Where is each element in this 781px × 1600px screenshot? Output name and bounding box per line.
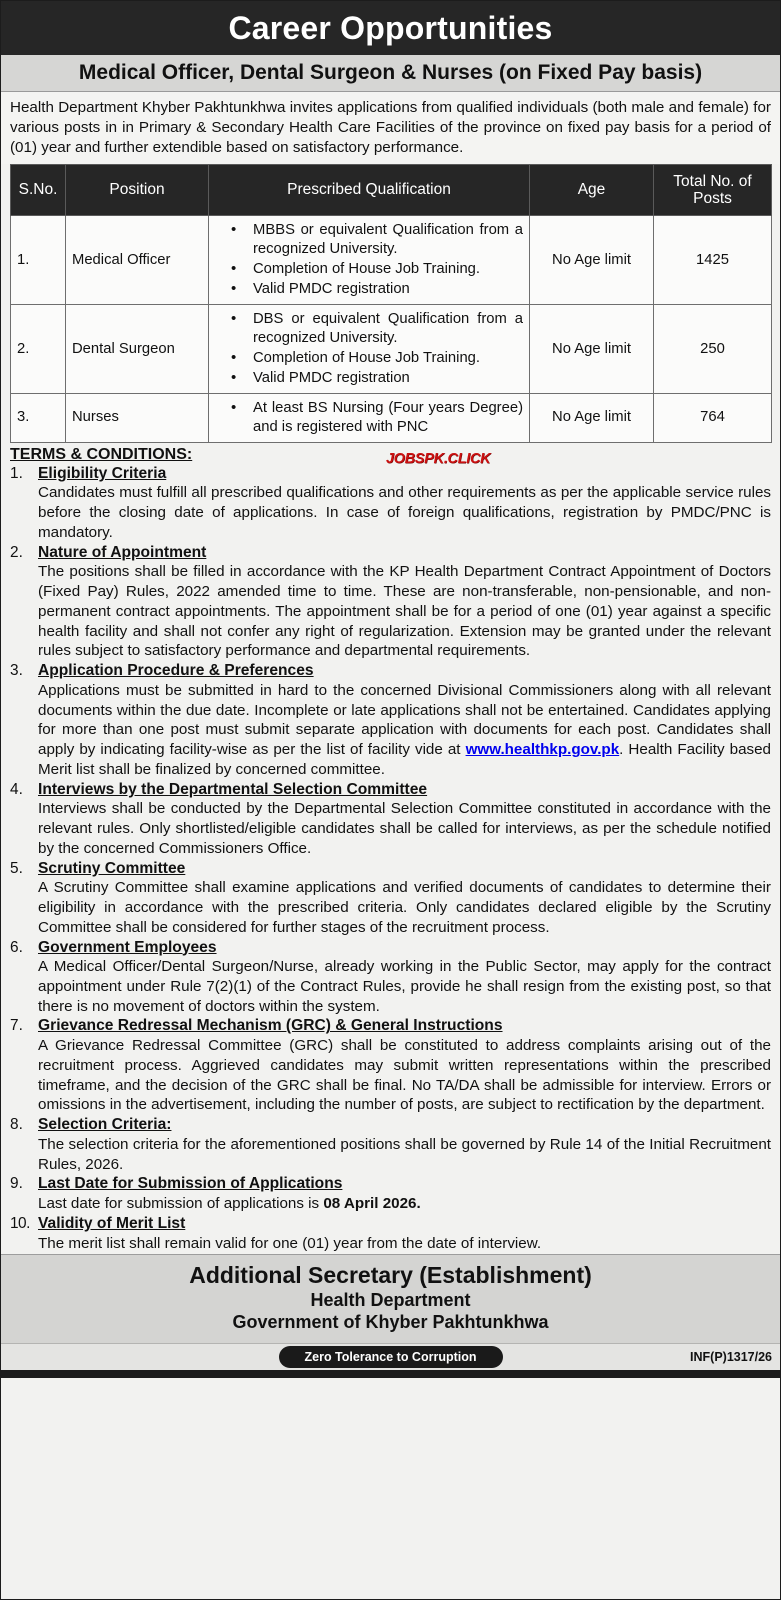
list-item: • Completion of House Job Training. [231, 349, 523, 368]
term-body [38, 681, 771, 780]
term-item-selection-criteria [10, 1116, 771, 1174]
list-item: • Valid PMDC registration [231, 369, 523, 388]
term-title: Scrutiny Committee [38, 859, 186, 877]
term-item-grievance-redressal [10, 1017, 771, 1115]
positions-table-wrapper [1, 164, 780, 443]
term-item-government-employees [10, 939, 771, 1017]
list-item: • Valid PMDC registration [231, 280, 523, 299]
cell-sno: 2. [11, 305, 66, 394]
term-body-pre: Applications must be submitted in hard to the concerned Divisional Commissioners along with all relevant documents within the due date. Incomplete or late applications shall not be entertained. Candidates applying for more than one post must submit separate application with documents for each post. Candidates shall apply by indicating facility-wise as per the list of facility vide at [38, 681, 771, 759]
bottom-black-strip [1, 1370, 780, 1378]
cell-posts: 764 [654, 393, 772, 442]
table-header-row [11, 164, 772, 216]
cell-posts: 250 [654, 305, 772, 394]
list-item: • MBBS or equivalent Qualification from a recognized University. [231, 221, 523, 259]
term-body: The merit list shall remain valid for one (01) year from the date of interview. [38, 1234, 542, 1252]
term-body [38, 1194, 771, 1214]
table-row [11, 216, 772, 305]
list-item: • At least BS Nursing (Four years Degree) and is registered with PNC [231, 399, 523, 437]
term-title: Government Employees [38, 938, 217, 956]
cell-qualification [209, 216, 530, 305]
term-title: Validity of Merit List [38, 1214, 186, 1232]
page-subtitle: Medical Officer, Dental Surgeon & Nurses (on Fixed Pay basis) [78, 61, 703, 84]
cell-age: No Age limit [530, 393, 654, 442]
cell-sno: 3. [11, 393, 66, 442]
healthkp-website-link[interactable]: www.healthkp.gov.pk [465, 741, 620, 759]
cell-posts: 1425 [654, 216, 772, 305]
cell-qualification [209, 305, 530, 394]
page-title: Career Opportunities [228, 10, 553, 46]
terms-section [1, 443, 780, 1254]
cell-position: Medical Officer [66, 216, 209, 305]
subtitle-band [1, 55, 780, 92]
anti-corruption-slogan: Zero Tolerance to Corruption [279, 1346, 503, 1368]
qualification-list [215, 310, 523, 388]
term-item-application-procedure [10, 662, 771, 779]
column-header-sno: S.No. [11, 164, 66, 216]
positions-table [10, 164, 772, 443]
signature-block [1, 1254, 780, 1342]
government-name: Government of Khyber Pakhtunkhwa [232, 1312, 549, 1333]
term-title: Selection Criteria: [38, 1116, 172, 1134]
table-row [11, 305, 772, 394]
term-item-last-date [10, 1175, 771, 1213]
cell-position: Dental Surgeon [66, 305, 209, 394]
list-item: • Completion of House Job Training. [231, 260, 523, 279]
list-item: • DBS or equivalent Qualification from a recognized University. [231, 310, 523, 348]
term-body-post: . Health Facility based Merit list shall be finalized by concerned committee. [38, 741, 771, 778]
term-item-interviews [10, 781, 771, 859]
term-title: Nature of Appointment [38, 543, 207, 561]
table-row [11, 393, 772, 442]
qualification-list [215, 399, 523, 437]
term-title: Grievance Redressal Mechanism (GRC) & General Instructions [38, 1017, 503, 1035]
term-title: Application Procedure & Preferences [38, 662, 314, 680]
cell-age: No Age limit [530, 216, 654, 305]
signatory-title: Additional Secretary (Establishment) [189, 1262, 592, 1289]
term-body: Candidates must fulfill all prescribed qualifications and other requirements as per the applicable service rules before the closing date of applications. In case of foreign qualifications, registration by PMDC/PNC is mandatory. [38, 484, 771, 541]
term-body-pre: Last date for submission of applications is [38, 1195, 324, 1213]
term-body: Interviews shall be conducted by the Departmental Selection Committee constituted in accordance with the relevant rules. Only shortlisted/eligible candidates shall be called for interviews, as per the schedule notified by the concerned Commissioners Office. [38, 800, 771, 857]
last-date-value: 08 April 2026. [323, 1195, 421, 1213]
terms-list [10, 465, 771, 1254]
department-name: Health Department [310, 1289, 471, 1310]
column-header-posts: Total No. of Posts [654, 164, 772, 216]
term-body: A Grievance Redressal Committee (GRC) shall be constituted to address complaints arising out of the recruitment process. Aggrieved candidates may submit written representations within the prescribed timeframe, and the decision of the GRC shall be final. No TA/DA shall be admissible for interview. Errors or omissions in the advertisement, including the number of posts, are subject to rectification by the department. [38, 1037, 771, 1114]
term-body: The positions shall be filled in accordance with the KP Health Department Contract Appointment of Doctors (Fixed Pay) Rules, 2022 amended time to time. These are non-transferable, non-pensionable, and non-permanent contract appointments. The appointment shall be for a period of one (01) year against a specific health facility and shall not confer any right of regularization. Extension may be granted under the relevant rules subject to satisfactory performance and departmental requirements. [38, 563, 771, 660]
term-item-nature-of-appointment [10, 544, 771, 661]
terms-heading: TERMS & CONDITIONS: [10, 445, 193, 463]
career-banner [1, 1, 780, 55]
term-body: A Medical Officer/Dental Surgeon/Nurse, already working in the Public Sector, may apply for the contract appointment under Rule 7(2)(1) of the Contract Rules, provide he shall resign from the existing post, so that there is no movement of doctors within the system. [38, 958, 771, 1015]
column-header-position: Position [66, 164, 209, 216]
cell-sno: 1. [11, 216, 66, 305]
cell-age: No Age limit [530, 305, 654, 394]
column-header-qualification: Prescribed Qualification [209, 164, 530, 216]
cell-position: Nurses [66, 393, 209, 442]
term-body: The selection criteria for the aforementioned positions shall be governed by Rule 14 of the Initial Recruitment Rules, 2026. [38, 1135, 771, 1173]
term-item-validity-of-merit-list [10, 1215, 771, 1253]
bottom-bar [1, 1343, 780, 1370]
qualification-list [215, 221, 523, 299]
column-header-age: Age [530, 164, 654, 216]
term-title: Last Date for Submission of Applications [38, 1175, 343, 1193]
site-watermark: JOBSPK.CLICK [386, 450, 491, 467]
term-body: A Scrutiny Committee shall examine applications and verified documents of candidates to determine their eligibility in accordance with the prescribed criteria. Only candidates declared eligible by the Scrutiny Committee shall be considered for further stages of the recruitment process. [38, 879, 771, 936]
term-title: Interviews by the Departmental Selection Committee [38, 780, 428, 798]
intro-paragraph: Health Department Khyber Pakhtunkhwa invites applications from qualified individuals (both male and female) for various posts in in Primary & Secondary Health Care Facilities of the province on fixed pay basis for a period of (01) year and further extendible based on satisfactory performance. [1, 92, 780, 164]
term-title: Eligibility Criteria [38, 464, 167, 482]
term-item-scrutiny-committee [10, 860, 771, 938]
term-item-eligibility-criteria [10, 465, 771, 543]
cell-qualification [209, 393, 530, 442]
inf-reference-code: INF(P)1317/26 [690, 1349, 772, 1364]
